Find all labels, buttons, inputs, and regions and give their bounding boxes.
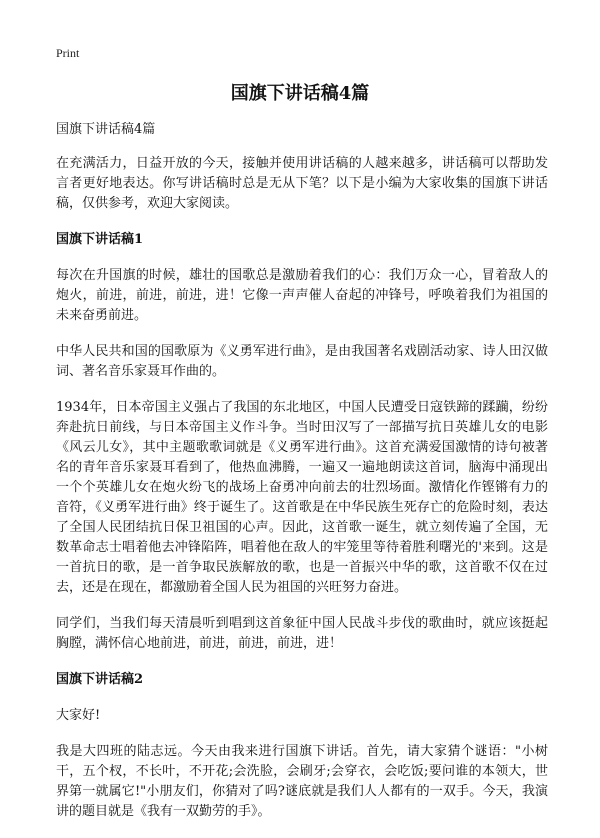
section-2-heading: 国旗下讲话稿2 bbox=[56, 672, 144, 687]
print-link[interactable]: Print bbox=[56, 46, 80, 60]
document-body bbox=[56, 120, 548, 838]
section-2-paragraph: 我是大四班的陆志远。今天由我来进行国旗下讲话。首先，请大家猜个谜语："小树干，五个杈，不长叶，不开花;会洗脸，会刷牙;会穿衣，会吃饭;要问谁的本领大，世界第一就属它!"小朋友们，你猜对了吗?谜底就是我们人人都有的一双手。今天，我演讲的题目就是《我有一双勤劳的手》。 bbox=[56, 744, 548, 819]
section-1-paragraph: 同学们，当我们每天清晨听到唱到这首象征中国人民战斗步伐的歌曲时，就应该挺起胸膛，满怀信心地前进，前进，前进，前进，进！ bbox=[56, 616, 548, 651]
intro-paragraph: 在充满活力，日益开放的今天，接触并使用讲话稿的人越来越多，讲话稿可以帮助发言者更好地表达。你写讲话稿时总是无从下笔？以下是小编为大家收集的国旗下讲话稿，仅供参考，欢迎大家阅读。 bbox=[56, 156, 548, 211]
section-1-heading: 国旗下讲话稿1 bbox=[56, 232, 144, 247]
section-1-paragraph: 每次在升国旗的时候，雄壮的国歌总是激励着我们的心：我们万众一心，冒着敌人的炮火，前进，前进，前进，进！它像一声声催人奋起的冲锋号，呼唤着我们为祖国的未来奋勇前进。 bbox=[56, 268, 548, 323]
document-subtitle: 国旗下讲话稿4篇 bbox=[56, 122, 156, 137]
section-2-paragraph: 大家好! bbox=[56, 708, 101, 723]
section-1-paragraph: 1934年，日本帝国主义强占了我国的东北地区，中国人民遭受日寇铁蹄的蹂躏，纷纷奔赴抗日前线，与日本帝国主义作斗争。当时田汉写了一部描写抗日英雄儿女的电影《风云儿女》，其中主题歌歌词就是《义勇军进行曲》。这首充满爱国激情的诗句被著名的青年音乐家聂耳看到了，他热血沸腾，一遍又一遍地朗读这首词，脑海中涌现出一个个英雄儿女在炮火纷飞的战场上奋勇冲向前去的壮烈场面。激情化作铿锵有力的音符，《义勇军进行曲》终于诞生了。这首歌是在中华民族生死存亡的危险时刻，表达了全国人民团结抗日保卫祖国的心声。因此，这首歌一诞生，就立刻传遍了全国，无数革命志士唱着他去冲锋陷阵，唱着他在敌人的牢笼里等待着胜利曙光的'来到。这是一首抗日的歌，是一首争取民族解放的歌，也是一首振兴中华的歌，这首歌不仅在过去，还是在现在，都激励着全国人民为祖国的兴旺努力奋进。 bbox=[56, 400, 548, 595]
document-title: 国旗下讲话稿4篇 bbox=[230, 83, 370, 104]
section-1-paragraph: 中华人民共和国的国歌原为《义勇军进行曲》，是由我国著名戏剧活动家、诗人田汉做词、著名音乐家聂耳作曲的。 bbox=[56, 344, 548, 379]
